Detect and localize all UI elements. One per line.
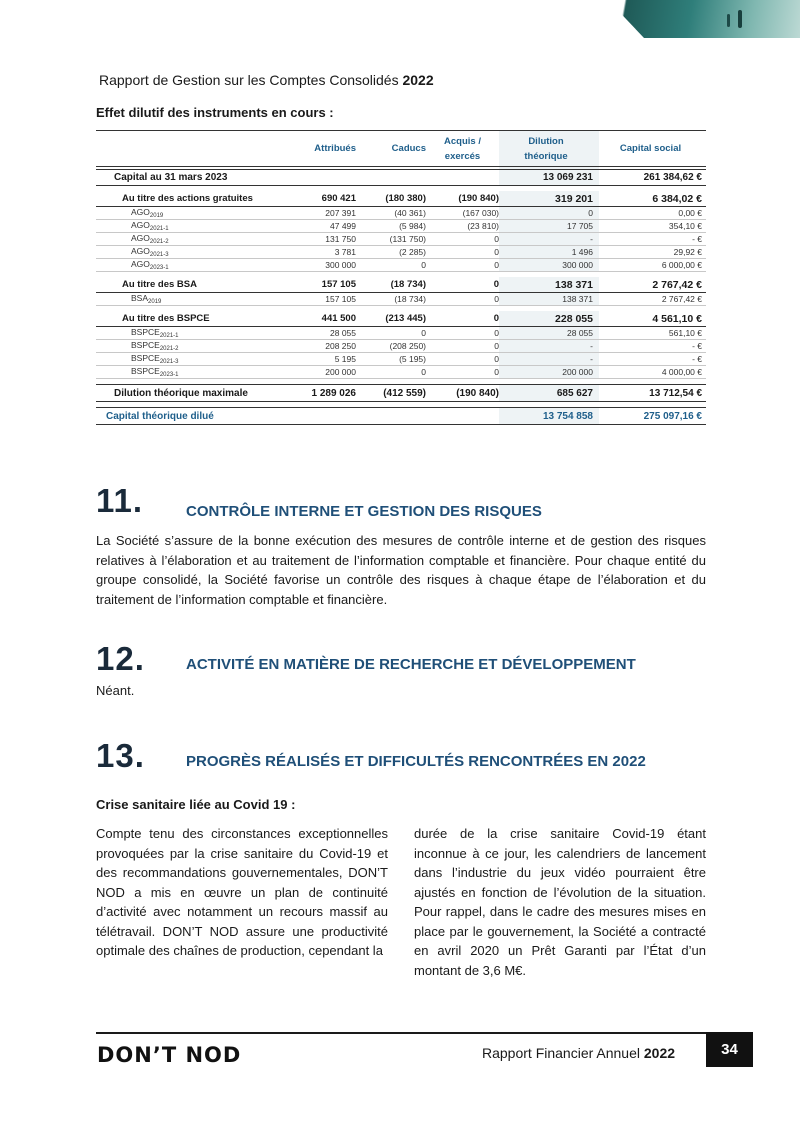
section-13-subheading: Crise sanitaire liée au Covid 19 : <box>96 797 296 812</box>
bspce-group-row: Au titre des BSPCE 441 500 (213 445) 0 228 055 4 561,10 € <box>96 311 706 327</box>
table-row: $BSPCE_{2023-1}$ 200 000 0 0 200 000 4 000,00 € <box>96 366 706 379</box>
section-12-body: Néant. <box>96 683 135 698</box>
section-13-col-right: durée de la crise sanitaire Covid-19 étant inconnue à ce jour, les calendriers de lancement dans l’industrie du jeux vidéo pourraient être ajustés en fonction de l’évolution de la situation. Pour rappel, dans le cadre des mesures mises en place par le gouvernement, la Société a contracté en avril 2020 un Prêt Garanti par l’État d’un montant de 3,6 M€. <box>414 826 706 978</box>
section-11-body: La Société s’assure de la bonne exécution des mesures de contrôle interne et de gestion des risques relatives à l’élaboration et au traitement de l’information comptable et financière. Pour chaque entité du groupe consolidé, la Société favorise un contrôle des risques à chaque étape de l’élaboration et du traitement de l’information comptable et financière. <box>96 533 706 607</box>
section-11-title: CONTRÔLE INTERNE ET GESTION DES RISQUES <box>186 503 542 520</box>
table-row: $BSPCE_{2021-1}$ 28 055 0 0 28 055 561,10 € <box>96 327 706 340</box>
table-row: $AGO_{2023-1}$ 300 000 0 0 300 000 6 000,00 € <box>96 259 706 272</box>
diluted-capital-row: Capital théorique dilué 13 754 858 275 097,16 € <box>96 407 706 425</box>
section-13-title: PROGRÈS RÉALISÉS ET DIFFICULTÉS RENCONTRÉES EN 2022 <box>186 753 646 770</box>
col-caducs: Caducs <box>391 143 426 154</box>
bspce-rows <box>96 327 706 379</box>
footer-report-title: Rapport Financier Annuel 2022 <box>482 1045 676 1061</box>
capital-row: Capital au 31 mars 2023 13 069 231 261 384,62 € <box>96 170 706 186</box>
ago-rows <box>96 207 706 272</box>
footer-rule <box>96 1032 706 1034</box>
table-row: $BSA_{2019}$ 157 105 (18 734) 0 138 371 2 767,42 € <box>96 293 706 306</box>
section-13-number: 13. <box>96 737 145 774</box>
section-13-col-left: Compte tenu des circonstances exceptionnelles provoquées par la crise sanitaire du Covid-19 et des recommandations gouvernementales, DON’T NOD a mis en œuvre un plan de continuité d’activité avec notamment un recours massif au télétravail. DON’T NOD assure une productivité optimale des chaînes de production, cependant la <box>96 826 388 958</box>
header-banner-image <box>600 0 800 38</box>
section-12-number: 12. <box>96 640 145 677</box>
table-row: $BSPCE_{2021-3}$ 5 195 (5 195) 0 - - € <box>96 353 706 366</box>
table-row: $AGO_{2021-2}$ 131 750 (131 750) 0 - - € <box>96 233 706 246</box>
col-attribues: Attribués <box>314 143 356 154</box>
page-number: 34 <box>706 1032 753 1067</box>
bsa-rows <box>96 293 706 306</box>
col-dilution: Dilution théorique <box>499 131 599 166</box>
running-title: Rapport de Gestion sur les Comptes Consolidés 2022 <box>99 72 434 88</box>
col-acquis: Acquis / exercés <box>444 135 481 162</box>
dontnod-logo: DON’T NOD <box>97 1043 242 1067</box>
max-dilution-row: Dilution théorique maximale 1 289 026 (412 559) (190 840) 685 627 13 712,54 € <box>96 384 706 402</box>
table-header-row <box>96 130 706 167</box>
section-11-number: 11. <box>96 482 144 519</box>
table-row: $AGO_{2019}$ 207 391 (40 361) (167 030) 0 0,00 € <box>96 207 706 220</box>
section-12-title: ACTIVITÉ EN MATIÈRE DE RECHERCHE ET DÉVELOPPEMENT <box>186 656 636 673</box>
banner-figure-decoration <box>738 10 742 28</box>
banner-figure-decoration <box>727 14 730 27</box>
bsa-group-row: Au titre des BSA 157 105 (18 734) 0 138 371 2 767,42 € <box>96 277 706 293</box>
table-heading: Effet dilutif des instruments en cours : <box>96 105 334 120</box>
table-row: $AGO_{2021-3}$ 3 781 (2 285) 0 1 496 29,92 € <box>96 246 706 259</box>
col-capital: Capital social <box>619 143 682 154</box>
table-row: $BSPCE_{2021-2}$ 208 250 (208 250) 0 - - € <box>96 340 706 353</box>
dilution-table <box>96 130 706 425</box>
ago-group-row: Au titre des actions gratuites 690 421 (180 380) (190 840) 319 201 6 384,02 € <box>96 191 706 207</box>
table-row: $AGO_{2021-1}$ 47 499 (5 984) (23 810) 17 705 354,10 € <box>96 220 706 233</box>
